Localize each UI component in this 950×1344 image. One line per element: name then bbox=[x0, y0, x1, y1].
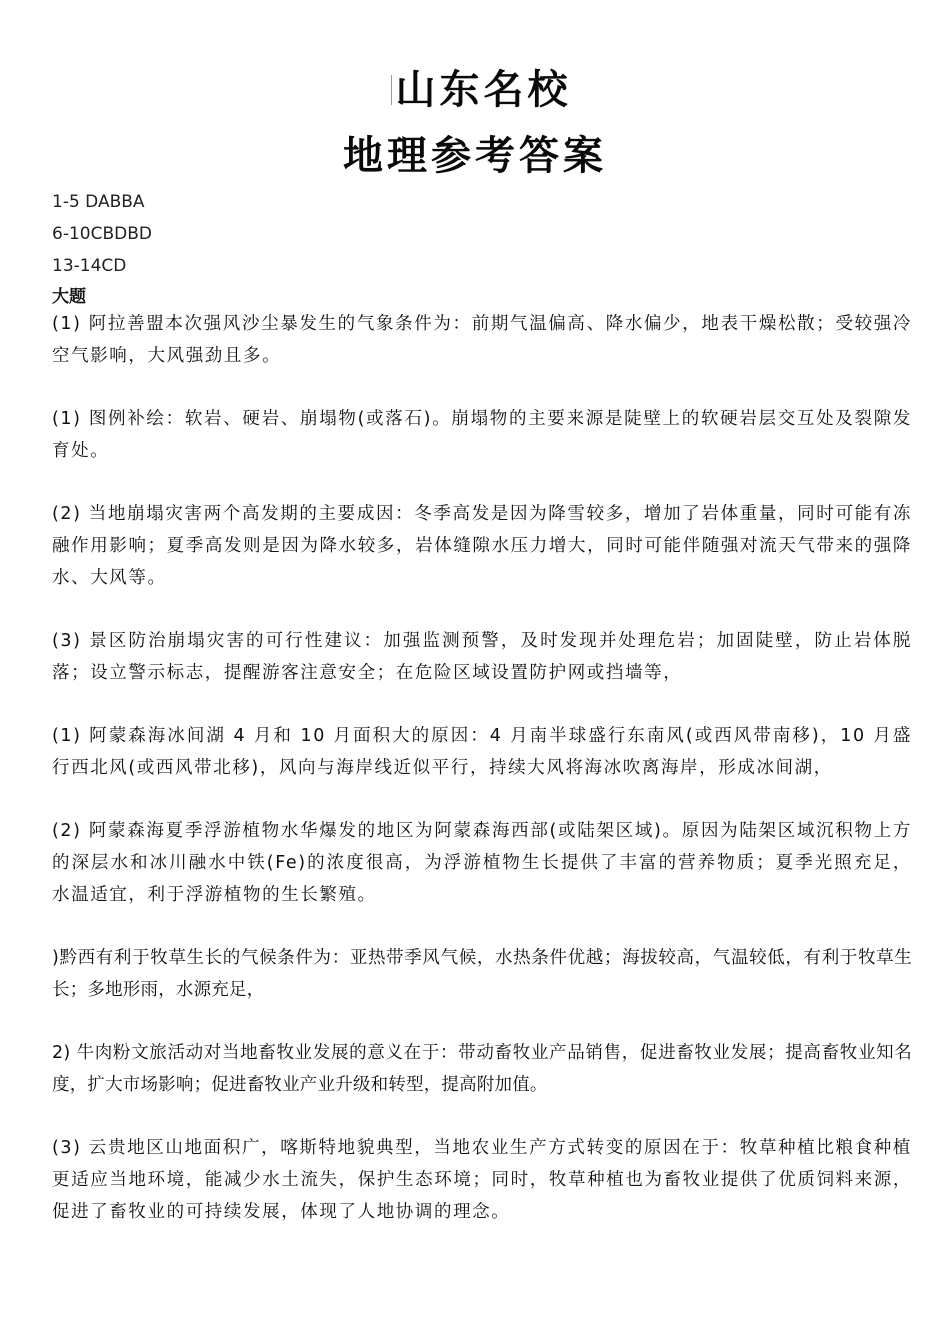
answer-paragraph-collapse-causes: (2) 当地崩塌灾害两个高发期的主要成因：冬季高发是因为降雪较多，增加了岩体重量，同时可能有冻融作用影响；夏季高发则是因为降水较多，岩体缝隙水压力增大，同时可能伴随强对流天气带来的强降水、大风等。 bbox=[52, 504, 912, 588]
section-label-essay: 大题 bbox=[52, 287, 86, 307]
answer-paragraph-sandstorm: (1) 阿拉善盟本次强风沙尘暴发生的气象条件为：前期气温偏高、降水偏少，地表干燥松散；受较强冷空气影响，大风强劲且多。 bbox=[52, 314, 912, 366]
answer-paragraph-polynya: (1) 阿蒙森海冰间湖 4 月和 10 月面积大的原因：4 月南半球盛行东南风(或西风带南移)，10 月盛行西北风(或西风带北移)，风向与海岸线近似平行，持续大风将海冰吹离海岸，形成冰间湖， bbox=[52, 726, 912, 778]
answer-paragraph-pasture-climate: )黔西有利于牧草生长的气候条件为：亚热带季风气候，水热条件优越；海拔较高，气温较低，有利于牧草生长；多地形雨，水源充足， bbox=[52, 948, 912, 1000]
answer-paragraph-beef-noodle-tourism: 2) 牛肉粉文旅活动对当地畜牧业发展的意义在于：带动畜牧业产品销售，促进畜牧业发展；提高畜牧业知名度，扩大市场影响；促进畜牧业产业升级和转型，提高附加值。 bbox=[52, 1043, 912, 1095]
document-title: 地理参考答案 bbox=[343, 133, 607, 179]
answer-paragraph-phytoplankton: (2) 阿蒙森海夏季浮游植物水华爆发的地区为阿蒙森海西部(或陆架区域)。原因为陆架区域沉积物上方的深层水和冰川融水中铁(Fe)的浓度很高，为浮游植物生长提供了丰富的营养物质；夏季光照充足，水温适宜，利于浮游植物的生长繁殖。 bbox=[52, 821, 912, 905]
answer-paragraph-agriculture-shift: (3) 云贵地区山地面积广，喀斯特地貌典型，当地农业生产方式转变的原因在于：牧草种植比粮食种植更适应当地环境，能减少水土流失，保护生态环境；同时，牧草种植也为畜牧业提供了优质饲料来源，促进了畜牧业的可持续发展，体现了人地协调的理念。 bbox=[52, 1138, 912, 1222]
document-header bbox=[0, 62, 950, 184]
answer-line-1-5: 1-5 DABBA bbox=[52, 192, 145, 212]
answer-paragraph-prevention: (3) 景区防治崩塌灾害的可行性建议：加强监测预警，及时发现并处理危岩；加固陡壁，防止岩体脱落；设立警示标志，提醒游客注意安全；在危险区域设置防护网或挡墙等， bbox=[52, 631, 912, 683]
answer-paragraph-legend: (1) 图例补绘：软岩、硬岩、崩塌物(或落石)。崩塌物的主要来源是陡壁上的软硬岩层交互处及裂隙发育处。 bbox=[52, 409, 912, 461]
answer-line-13-14: 13-14CD bbox=[52, 256, 127, 276]
answer-line-6-10: 6-10CBDBD bbox=[52, 224, 152, 244]
school-name: 山东名校 bbox=[6, 62, 950, 118]
essay-answers bbox=[52, 308, 912, 1259]
choice-answers bbox=[52, 186, 152, 312]
